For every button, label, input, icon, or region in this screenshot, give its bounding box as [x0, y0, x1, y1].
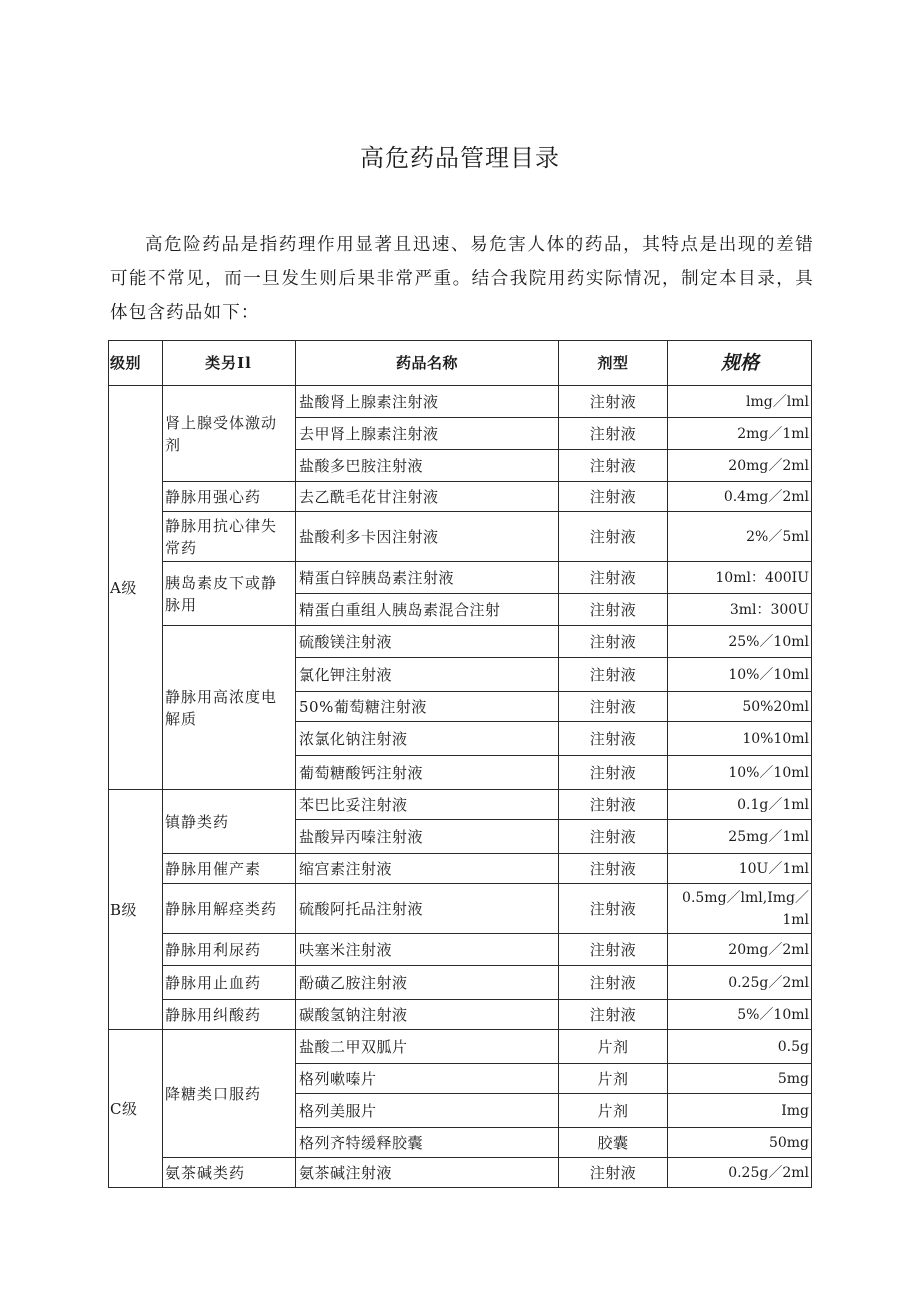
page-title: 高危药品管理目录 — [360, 144, 560, 172]
spec-cell: 0.5g — [668, 1030, 812, 1064]
level-cell: A级 — [109, 386, 163, 790]
category-cell: 降糖类口服药 — [163, 1030, 296, 1158]
dosage-form-cell: 注射液 — [559, 854, 668, 884]
table-row — [109, 626, 812, 658]
category-cell: 静脉用纠酸药 — [163, 1000, 296, 1030]
drug-name-cell: 氯化钾注射液 — [296, 658, 559, 692]
dosage-form-cell: 注射液 — [559, 626, 668, 658]
category-cell: 胰岛素皮下或静脉用 — [163, 562, 296, 626]
spec-cell: 5%／10ml — [668, 1000, 812, 1030]
drug-name-cell: 浓氯化钠注射液 — [296, 722, 559, 756]
table-row — [109, 1000, 812, 1030]
spec-cell: 10%10ml — [668, 722, 812, 756]
spec-cell: 5mg — [668, 1064, 812, 1094]
drug-name-cell: 盐酸利多卡因注射液 — [296, 512, 559, 562]
spec-cell: 10%／10ml — [668, 658, 812, 692]
dosage-form-cell: 注射液 — [559, 658, 668, 692]
category-cell: 静脉用解痉类药 — [163, 884, 296, 934]
dosage-form-cell: 注射液 — [559, 482, 668, 512]
table-row — [109, 934, 812, 966]
dosage-form-cell: 注射液 — [559, 692, 668, 722]
drug-name-cell: 呋塞米注射液 — [296, 934, 559, 966]
spec-cell: 0.4mg／2ml — [668, 482, 812, 512]
drug-name-cell: 苯巴比妥注射液 — [296, 790, 559, 820]
spec-cell: 20mg／2ml — [668, 934, 812, 966]
spec-cell: 25%／10ml — [668, 626, 812, 658]
spec-cell: 0.1g／1ml — [668, 790, 812, 820]
drug-name-cell: 去乙酰毛花甘注射液 — [296, 482, 559, 512]
spec-cell: Img — [668, 1094, 812, 1128]
dosage-form-cell: 注射液 — [559, 884, 668, 934]
table-row — [109, 512, 812, 562]
drug-name-cell: 盐酸肾上腺素注射液 — [296, 386, 559, 418]
drug-name-cell: 盐酸二甲双胍片 — [296, 1030, 559, 1064]
dosage-form-cell: 胶囊 — [559, 1128, 668, 1158]
table-row — [109, 562, 812, 594]
spec-cell: 50mg — [668, 1128, 812, 1158]
category-cell: 氨茶碱类药 — [163, 1158, 296, 1188]
drug-name-cell: 精蛋白重组人胰岛素混合注射 — [296, 594, 559, 626]
drug-table — [108, 340, 812, 1188]
table-row — [109, 884, 812, 934]
category-cell: 静脉用止血药 — [163, 966, 296, 1000]
spec-cell: 50%20ml — [668, 692, 812, 722]
dosage-form-cell: 注射液 — [559, 756, 668, 790]
dosage-form-cell: 注射液 — [559, 790, 668, 820]
drug-name-cell: 50%葡萄糖注射液 — [296, 692, 559, 722]
drug-name-cell: 精蛋白锌胰岛素注射液 — [296, 562, 559, 594]
table-row — [109, 966, 812, 1000]
spec-cell: 2%／5ml — [668, 512, 812, 562]
level-cell: C级 — [109, 1030, 163, 1188]
table-row — [109, 790, 812, 820]
level-cell: B级 — [109, 790, 163, 1030]
table-row — [109, 482, 812, 512]
header-level: 级别 — [109, 341, 163, 386]
dosage-form-cell: 片剂 — [559, 1030, 668, 1064]
category-cell: 镇静类药 — [163, 790, 296, 854]
drug-name-cell: 盐酸多巴胺注射液 — [296, 450, 559, 482]
header-category: 类另Il — [163, 341, 296, 386]
drug-name-cell: 缩宫素注射液 — [296, 854, 559, 884]
dosage-form-cell: 注射液 — [559, 450, 668, 482]
spec-cell: 10ml：400IU — [668, 562, 812, 594]
spec-cell: 25mg／1ml — [668, 820, 812, 854]
dosage-form-cell: 注射液 — [559, 386, 668, 418]
header-spec: 规格 — [668, 341, 812, 386]
category-cell: 静脉用强心药 — [163, 482, 296, 512]
drug-name-cell: 碳酸氢钠注射液 — [296, 1000, 559, 1030]
table-row — [109, 386, 812, 418]
dosage-form-cell: 注射液 — [559, 594, 668, 626]
category-cell: 静脉用抗心律失常药 — [163, 512, 296, 562]
spec-cell: 10U／1ml — [668, 854, 812, 884]
drug-name-cell: 格列齐特缓释胶囊 — [296, 1128, 559, 1158]
dosage-form-cell: 注射液 — [559, 1000, 668, 1030]
spec-cell: 0.25g／2ml — [668, 1158, 812, 1188]
drug-name-cell: 氨茶碱注射液 — [296, 1158, 559, 1188]
drug-name-cell: 硫酸阿托品注射液 — [296, 884, 559, 934]
table-row — [109, 854, 812, 884]
table-header-row — [109, 341, 812, 386]
spec-cell: 10%／10ml — [668, 756, 812, 790]
table-row — [109, 1030, 812, 1064]
dosage-form-cell: 注射液 — [559, 1158, 668, 1188]
spec-cell: 2mg／1ml — [668, 418, 812, 450]
dosage-form-cell: 片剂 — [559, 1064, 668, 1094]
drug-name-cell: 去甲肾上腺素注射液 — [296, 418, 559, 450]
category-cell: 静脉用利尿药 — [163, 934, 296, 966]
drug-name-cell: 葡萄糖酸钙注射液 — [296, 756, 559, 790]
category-cell: 静脉用催产素 — [163, 854, 296, 884]
spec-cell: 0.25g／2ml — [668, 966, 812, 1000]
spec-cell: 3ml：300U — [668, 594, 812, 626]
header-form: 剂型 — [559, 341, 668, 386]
drug-name-cell: 格列美服片 — [296, 1094, 559, 1128]
table-row — [109, 1158, 812, 1188]
dosage-form-cell: 注射液 — [559, 820, 668, 854]
spec-cell: 20mg／2ml — [668, 450, 812, 482]
dosage-form-cell: 注射液 — [559, 418, 668, 450]
spec-cell: 0.5mg／lml,Img／1ml — [668, 884, 812, 934]
drug-name-cell: 硫酸镁注射液 — [296, 626, 559, 658]
drug-name-cell: 盐酸异丙嗪注射液 — [296, 820, 559, 854]
dosage-form-cell: 注射液 — [559, 934, 668, 966]
intro-paragraph: 高危险药品是指药理作用显著且迅速、易危害人体的药品，其特点是出现的差错可能不常见，而一旦发生则后果非常严重。结合我院用药实际情况，制定本目录，具体包含药品如下： — [110, 235, 814, 323]
spec-cell: lmg／lml — [668, 386, 812, 418]
category-cell: 静脉用高浓度电解质 — [163, 626, 296, 790]
drug-name-cell: 酚磺乙胺注射液 — [296, 966, 559, 1000]
dosage-form-cell: 注射液 — [559, 562, 668, 594]
drug-name-cell: 格列嗽嗪片 — [296, 1064, 559, 1094]
table-body — [109, 386, 812, 1188]
dosage-form-cell: 注射液 — [559, 512, 668, 562]
dosage-form-cell: 片剂 — [559, 1094, 668, 1128]
dosage-form-cell: 注射液 — [559, 722, 668, 756]
header-name: 药品名称 — [296, 341, 559, 386]
dosage-form-cell: 注射液 — [559, 966, 668, 1000]
category-cell: 肾上腺受体激动剂 — [163, 386, 296, 482]
